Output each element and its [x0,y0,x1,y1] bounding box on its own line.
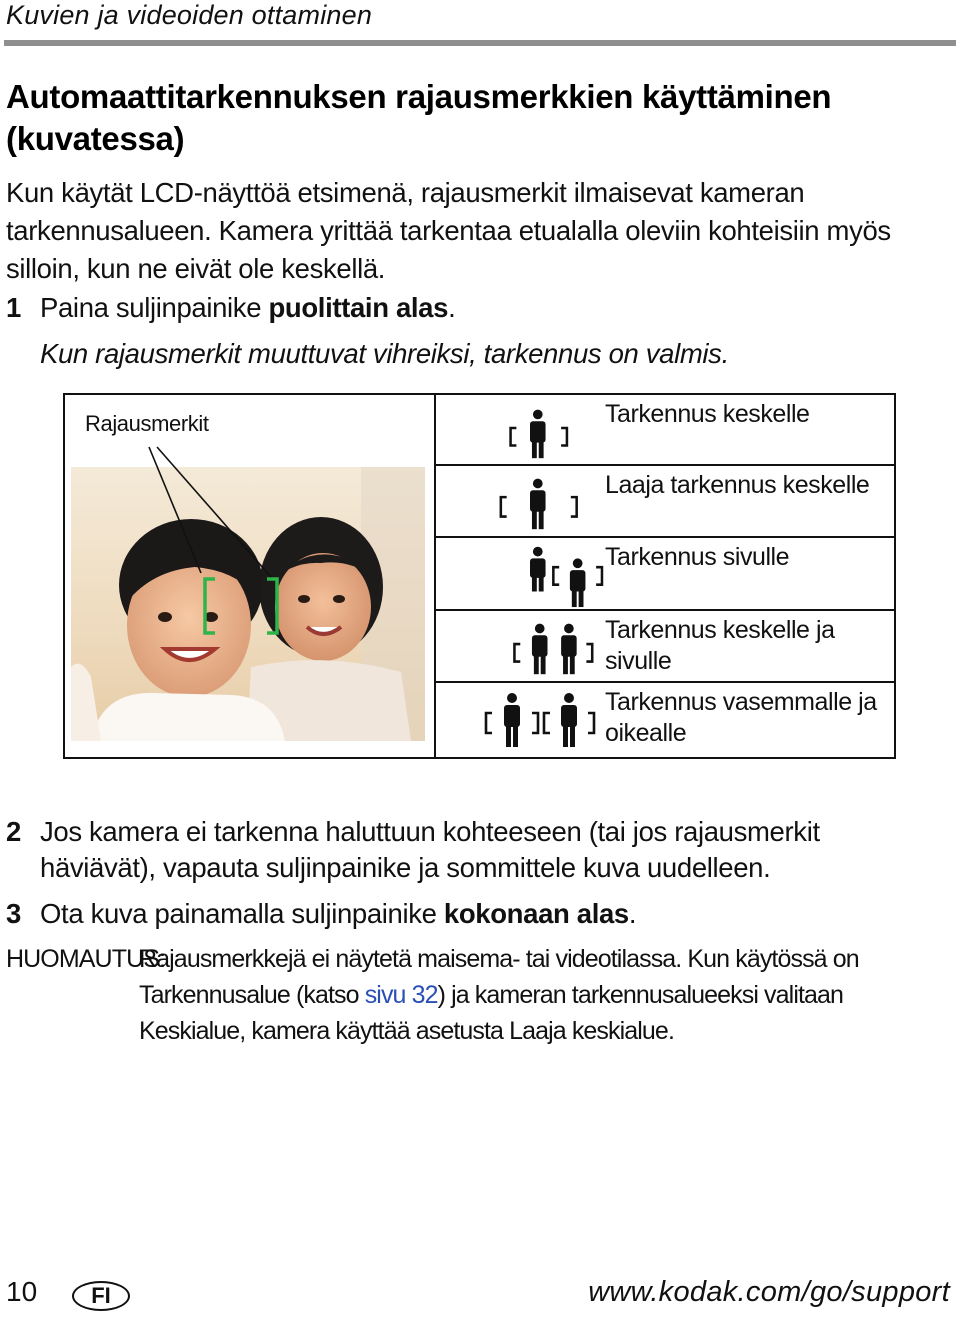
framing-mode-row [436,611,894,683]
framing-mode-label: Tarkennus keskelle ja sivulle [605,616,835,675]
header-rule [4,40,956,46]
framing-mode-row [436,683,894,757]
framing-mode-label: Tarkennus vasemmalle ja oikealle [605,688,877,747]
framing-mode-row [436,395,894,466]
framing-center-icon [456,395,604,464]
framing-mode-label: Tarkennus keskelle [605,400,810,428]
page-number: 10 [6,1276,38,1307]
running-head: Kuvien ja videoiden ottaminen [6,0,373,30]
step-emphasis: puolittain alas [268,292,449,323]
page-link[interactable]: sivu 32 [364,981,438,1009]
step-text: Ota kuva painamalla suljinpainike kokonaan alas. [40,898,637,929]
children-photo [71,467,425,741]
step-emphasis: kokonaan alas [443,898,629,929]
note-text: Rajausmerkkejä ei näytetä maisema- tai videotilassa. Kun käytössä on Tarkennusalue (katso sivu 32) ja kameran tarkennusalueeksi valitaan Keskialue, kamera käyttää asetusta Laaja keskialue. [139,945,859,1045]
framing-mode-row [436,466,894,538]
section-heading: Automaattitarkennuksen rajausmerkkien käyttäminen (kuvatessa) [6,78,832,157]
step-text: Paina suljinpainike puolittain alas. [40,292,456,323]
framing-mode-label: Laaja tarkennus keskelle [605,471,870,499]
step-number: 3 [6,898,21,929]
framing-mode-row [436,538,894,611]
framing-left-right-icon [456,683,604,757]
language-badge: FI [72,1281,130,1311]
framing-mode-label: Tarkennus sivulle [605,543,790,571]
step-number: 1 [6,292,21,323]
photo-label: Rajausmerkit [85,411,209,436]
support-url[interactable]: www.kodak.com/go/support [588,1276,950,1308]
step-text: Jos kamera ei tarkenna haluttuun kohteeseen (tai jos rajausmerkit häviävät), vapauta suljinpainike ja sommittele kuva uudelleen. [40,816,820,883]
framing-marks-figure [63,393,896,759]
framing-side-icon [456,538,604,609]
framing-center-side-icon [456,611,604,681]
framing-wide-center-icon [456,466,604,536]
step-1-result: Kun rajausmerkit muuttuvat vihreiksi, tarkennus on valmis. [40,338,729,369]
intro-paragraph: Kun käytät LCD-näyttöä etsimenä, rajausmerkit ilmaisevat kameran tarkennusalueen. Kamera yrittää tarkentaa etualalla oleviin kohteisiin myös silloin, kun ne eivät ole keskellä. [6,177,891,284]
step-number: 2 [6,816,21,847]
note-label: HUOMAUTUS: [6,945,166,973]
